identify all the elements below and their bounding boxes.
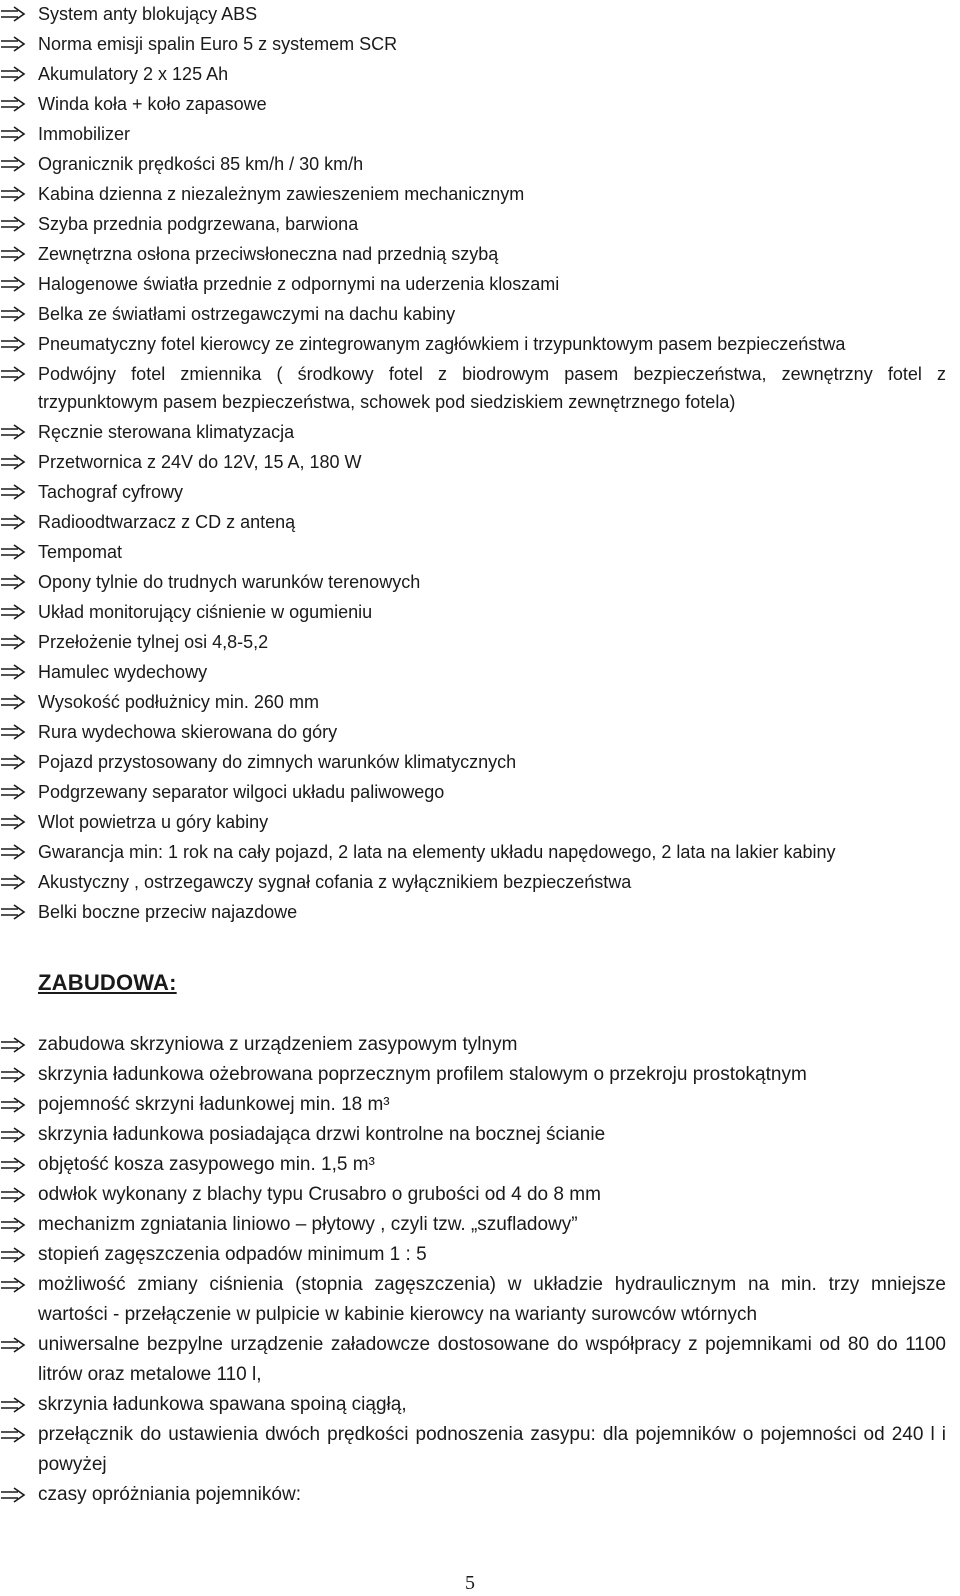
body-spec-item-text: skrzynia ładunkowa posiadająca drzwi kontrolne na bocznej ścianie [38,1124,606,1145]
body-spec-item [0,1270,946,1330]
equipment-item [0,60,946,88]
equipment-item-text: Rura wydechowa skierowana do góry [38,722,338,742]
equipment-item [0,748,946,776]
equipment-item [0,270,946,298]
equipment-item-text: Gwarancja min: 1 rok na cały pojazd, 2 lata na elementy układu napędowego, 2 lata na lakier kabiny [38,842,836,862]
body-spec-item [0,1150,946,1180]
double-arrow-icon [0,514,26,530]
double-arrow-icon [0,484,26,500]
equipment-item [0,210,946,238]
body-spec-item [0,1390,946,1420]
double-arrow-icon [0,216,26,232]
equipment-item-text: Pojazd przystosowany do zimnych warunków klimatycznych [38,752,517,772]
double-arrow-icon [0,544,26,560]
double-arrow-icon [0,66,26,82]
equipment-item-text: Podwójny fotel zmiennika ( środkowy fotel z biodrowym pasem bezpieczeństwa, zewnętrzny fotel z trzypunktowym pasem bezpieczeństwa, schowek pod siedziskiem zewnętrznego fotela) [38,364,946,412]
equipment-item-text: Immobilizer [38,124,131,144]
double-arrow-icon [0,454,26,470]
double-arrow-icon [0,904,26,920]
body-spec-item-text: mechanizm zgniatania liniowo – płytowy , czyli tzw. „szufladowy” [38,1214,578,1235]
double-arrow-icon [0,1487,26,1503]
equipment-item [0,868,946,896]
double-arrow-icon [0,1157,26,1173]
body-spec-item-text: skrzynia ładunkowa ożebrowana poprzecznym profilem stalowym o przekroju prostokątnym [38,1064,807,1085]
double-arrow-icon [0,814,26,830]
body-spec-item [0,1330,946,1390]
double-arrow-icon [0,366,26,382]
equipment-item [0,180,946,208]
double-arrow-icon [0,1277,26,1293]
body-spec-item [0,1060,946,1090]
body-spec-item-text: odwłok wykonany z blachy typu Crusabro o grubości od 4 do 8 mm [38,1184,601,1205]
equipment-item-text: Podgrzewany separator wilgoci układu paliwowego [38,782,445,802]
equipment-item [0,838,946,866]
equipment-item-text: Wlot powietrza u góry kabiny [38,812,269,832]
equipment-item-text: Tempomat [38,542,123,562]
double-arrow-icon [0,336,26,352]
double-arrow-icon [0,634,26,650]
equipment-item [0,658,946,686]
equipment-item-text: Norma emisji spalin Euro 5 z systemem SCR [38,34,398,54]
double-arrow-icon [0,96,26,112]
body-spec-item-text: pojemność skrzyni ładunkowej min. 18 m³ [38,1094,390,1115]
double-arrow-icon [0,246,26,262]
double-arrow-icon [0,276,26,292]
double-arrow-icon [0,126,26,142]
equipment-item [0,568,946,596]
equipment-item [0,150,946,178]
double-arrow-icon [0,1067,26,1083]
equipment-item-text: Pneumatyczny fotel kierowcy ze zintegrowanym zagłówkiem i trzypunktowym pasem bezpieczeństwa [38,334,846,354]
double-arrow-icon [0,424,26,440]
equipment-item [0,598,946,626]
equipment-item-text: Przełożenie tylnej osi 4,8-5,2 [38,632,269,652]
double-arrow-icon [0,844,26,860]
section-heading: ZABUDOWA: [38,970,177,995]
equipment-item-text: Szyba przednia podgrzewana, barwiona [38,214,359,234]
double-arrow-icon [0,1247,26,1263]
page-number: 5 [465,1572,475,1594]
double-arrow-icon [0,36,26,52]
equipment-item-text: Przetwornica z 24V do 12V, 15 A, 180 W [38,452,362,472]
equipment-item [0,0,946,28]
body-spec-item-text: czasy opróżniania pojemników: [38,1484,301,1505]
double-arrow-icon [0,724,26,740]
equipment-item-text: Układ monitorujący ciśnienie w ogumieniu [38,602,373,622]
equipment-item-text: Zewnętrzna osłona przeciwsłoneczna nad przednią szybą [38,244,499,264]
double-arrow-icon [0,1397,26,1413]
equipment-item [0,898,946,926]
double-arrow-icon [0,6,26,22]
body-spec-item-text: przełącznik do ustawienia dwóch prędkości podnoszenia zasypu: dla pojemników o pojemności od 240 l i powyżej [38,1424,946,1475]
body-spec-item-text: stopień zagęszczenia odpadów minimum 1 : 5 [38,1244,427,1265]
equipment-item-text: Ręcznie sterowana klimatyzacja [38,422,295,442]
body-spec-item-text: uniwersalne bezpylne urządzenie załadowcze dostosowane do współpracy z pojemnikami od 80 do 1100 litrów oraz metalowe 110 l, [38,1334,946,1385]
body-spec-item [0,1210,946,1240]
body-spec-item [0,1120,946,1150]
equipment-item-text: Kabina dzienna z niezależnym zawieszeniem mechanicznym [38,184,525,204]
double-arrow-icon [0,1427,26,1443]
equipment-item-text: Radioodtwarzacz z CD z anteną [38,512,296,532]
equipment-item [0,688,946,716]
double-arrow-icon [0,574,26,590]
equipment-item [0,808,946,836]
equipment-item-text: Tachograf cyfrowy [38,482,184,502]
equipment-item [0,778,946,806]
double-arrow-icon [0,1187,26,1203]
equipment-item [0,448,946,476]
equipment-item-text: Akumulatory 2 x 125 Ah [38,64,229,84]
equipment-item [0,418,946,446]
double-arrow-icon [0,664,26,680]
equipment-item [0,330,946,358]
double-arrow-icon [0,1337,26,1353]
equipment-item-text: Opony tylnie do trudnych warunków terenowych [38,572,421,592]
equipment-item-text: Belki boczne przeciw najazdowe [38,902,298,922]
double-arrow-icon [0,186,26,202]
body-spec-item-text: możliwość zmiany ciśnienia (stopnia zagęszczenia) w układzie hydraulicznym na min. trzy mniejsze wartości - przełączenie w pulpicie w kabinie kierowcy na warianty surowców wtórnych [38,1274,946,1325]
equipment-item-text: Wysokość podłużnicy min. 260 mm [38,692,319,712]
equipment-item [0,628,946,656]
equipment-item [0,538,946,566]
body-spec-item-text: zabudowa skrzyniowa z urządzeniem zasypowym tylnym [38,1034,518,1055]
double-arrow-icon [0,874,26,890]
double-arrow-icon [0,694,26,710]
equipment-item [0,90,946,118]
equipment-item-text: Ogranicznik prędkości 85 km/h / 30 km/h [38,154,364,174]
body-spec-item [0,1240,946,1270]
equipment-item [0,300,946,328]
body-spec-item [0,1420,946,1480]
equipment-item-text: Akustyczny , ostrzegawczy sygnał cofania z wyłącznikiem bezpieczeństwa [38,872,632,892]
equipment-item-text: Hamulec wydechowy [38,662,208,682]
double-arrow-icon [0,1127,26,1143]
double-arrow-icon [0,784,26,800]
equipment-item-text: Winda koła + koło zapasowe [38,94,267,114]
double-arrow-icon [0,306,26,322]
body-spec-item-text: skrzynia ładunkowa spawana spoiną ciągłą, [38,1394,407,1415]
equipment-item [0,240,946,268]
double-arrow-icon [0,604,26,620]
body-spec-item [0,1480,946,1510]
body-spec-item [0,1030,946,1060]
body-spec-item [0,1090,946,1120]
equipment-item-text: Belka ze światłami ostrzegawczymi na dachu kabiny [38,304,456,324]
double-arrow-icon [0,754,26,770]
equipment-item [0,718,946,746]
double-arrow-icon [0,1097,26,1113]
double-arrow-icon [0,1217,26,1233]
equipment-item [0,478,946,506]
double-arrow-icon [0,1037,26,1053]
body-spec-item-text: objętość kosza zasypowego min. 1,5 m³ [38,1154,375,1175]
body-spec-item [0,1180,946,1210]
equipment-item [0,120,946,148]
equipment-item-text: System anty blokujący ABS [38,4,258,24]
equipment-item [0,30,946,58]
equipment-item-text: Halogenowe światła przednie z odpornymi na uderzenia kloszami [38,274,560,294]
double-arrow-icon [0,156,26,172]
body-specification-list [0,1030,946,1510]
equipment-item [0,360,946,416]
equipment-item [0,508,946,536]
